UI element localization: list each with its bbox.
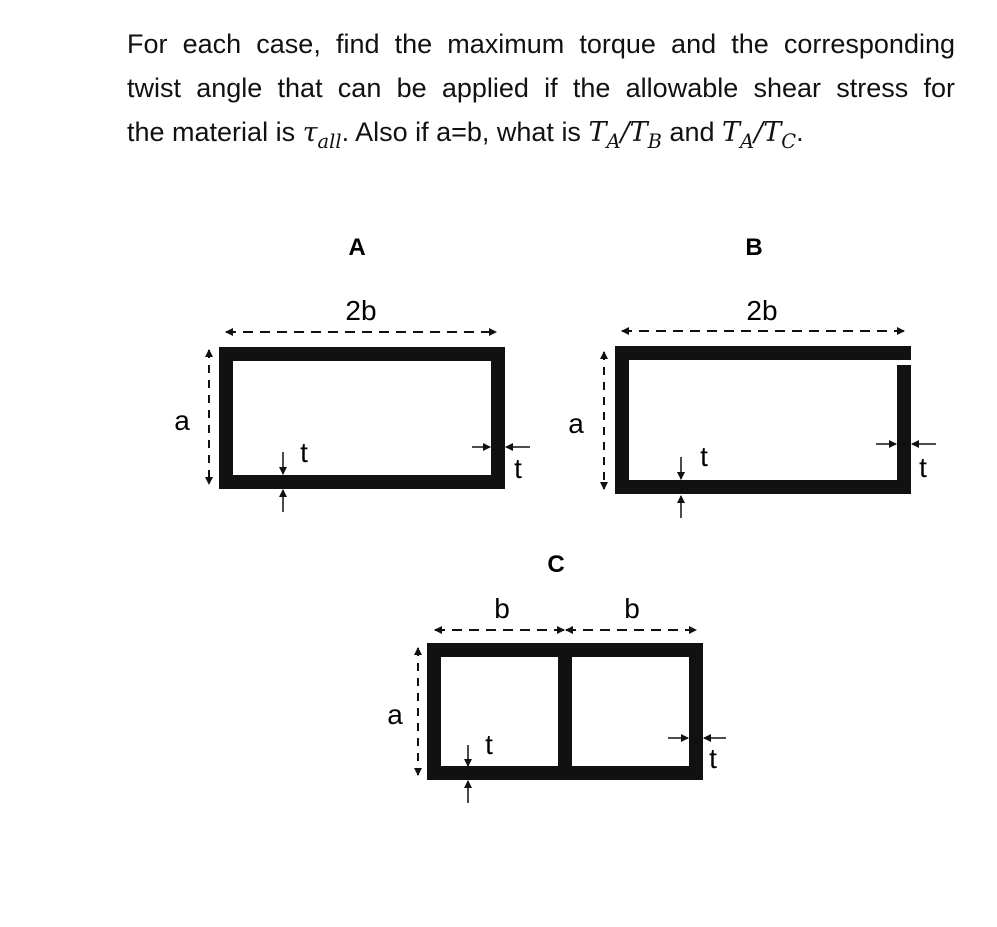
case-b-height-label: a [568,408,584,439]
ratio-ta-tc: $T_A/T_C$ [722,117,797,153]
case-a-right-t-label: t [514,453,522,484]
case-b-bottom-t-label: t [700,441,708,472]
case-c-title: C [547,551,565,578]
case-a-bottom-t-label: t [300,437,308,468]
case-c-height-label: a [387,699,403,730]
case-b-section [622,353,911,487]
case-a-title: A [348,234,366,261]
problem-line-1: For each case, find the maximum torque and the corresponding [127,29,955,59]
case-c-right-t-label: t [709,743,717,774]
case-c-bottom-t-label: t [485,729,493,760]
case-b-title: B [745,234,763,261]
case-b-right-t-label: t [919,452,927,483]
ratio-ta-tb: $T_A/T_B$ [588,117,662,153]
case-a [174,234,530,512]
case-b [568,234,936,518]
case-a-width-label: 2b [345,295,377,326]
case-a-height-label: a [174,405,190,436]
case-c [387,551,726,803]
case-b-width-label: 2b [746,295,778,326]
case-c-width-label-right: b [624,593,640,624]
case-a-section [226,354,498,482]
tau-symbol: $\tau_{all}$ [302,117,342,153]
case-c-width-label-left: b [494,593,510,624]
problem-line-2: twist angle that can be applied if the allowable shear stress for [127,73,955,103]
problem-line-3: the material is $\tau_{all}$. Also if a=b, what is $T_A/T_B$ and $T_A/T_C$. [127,117,804,153]
